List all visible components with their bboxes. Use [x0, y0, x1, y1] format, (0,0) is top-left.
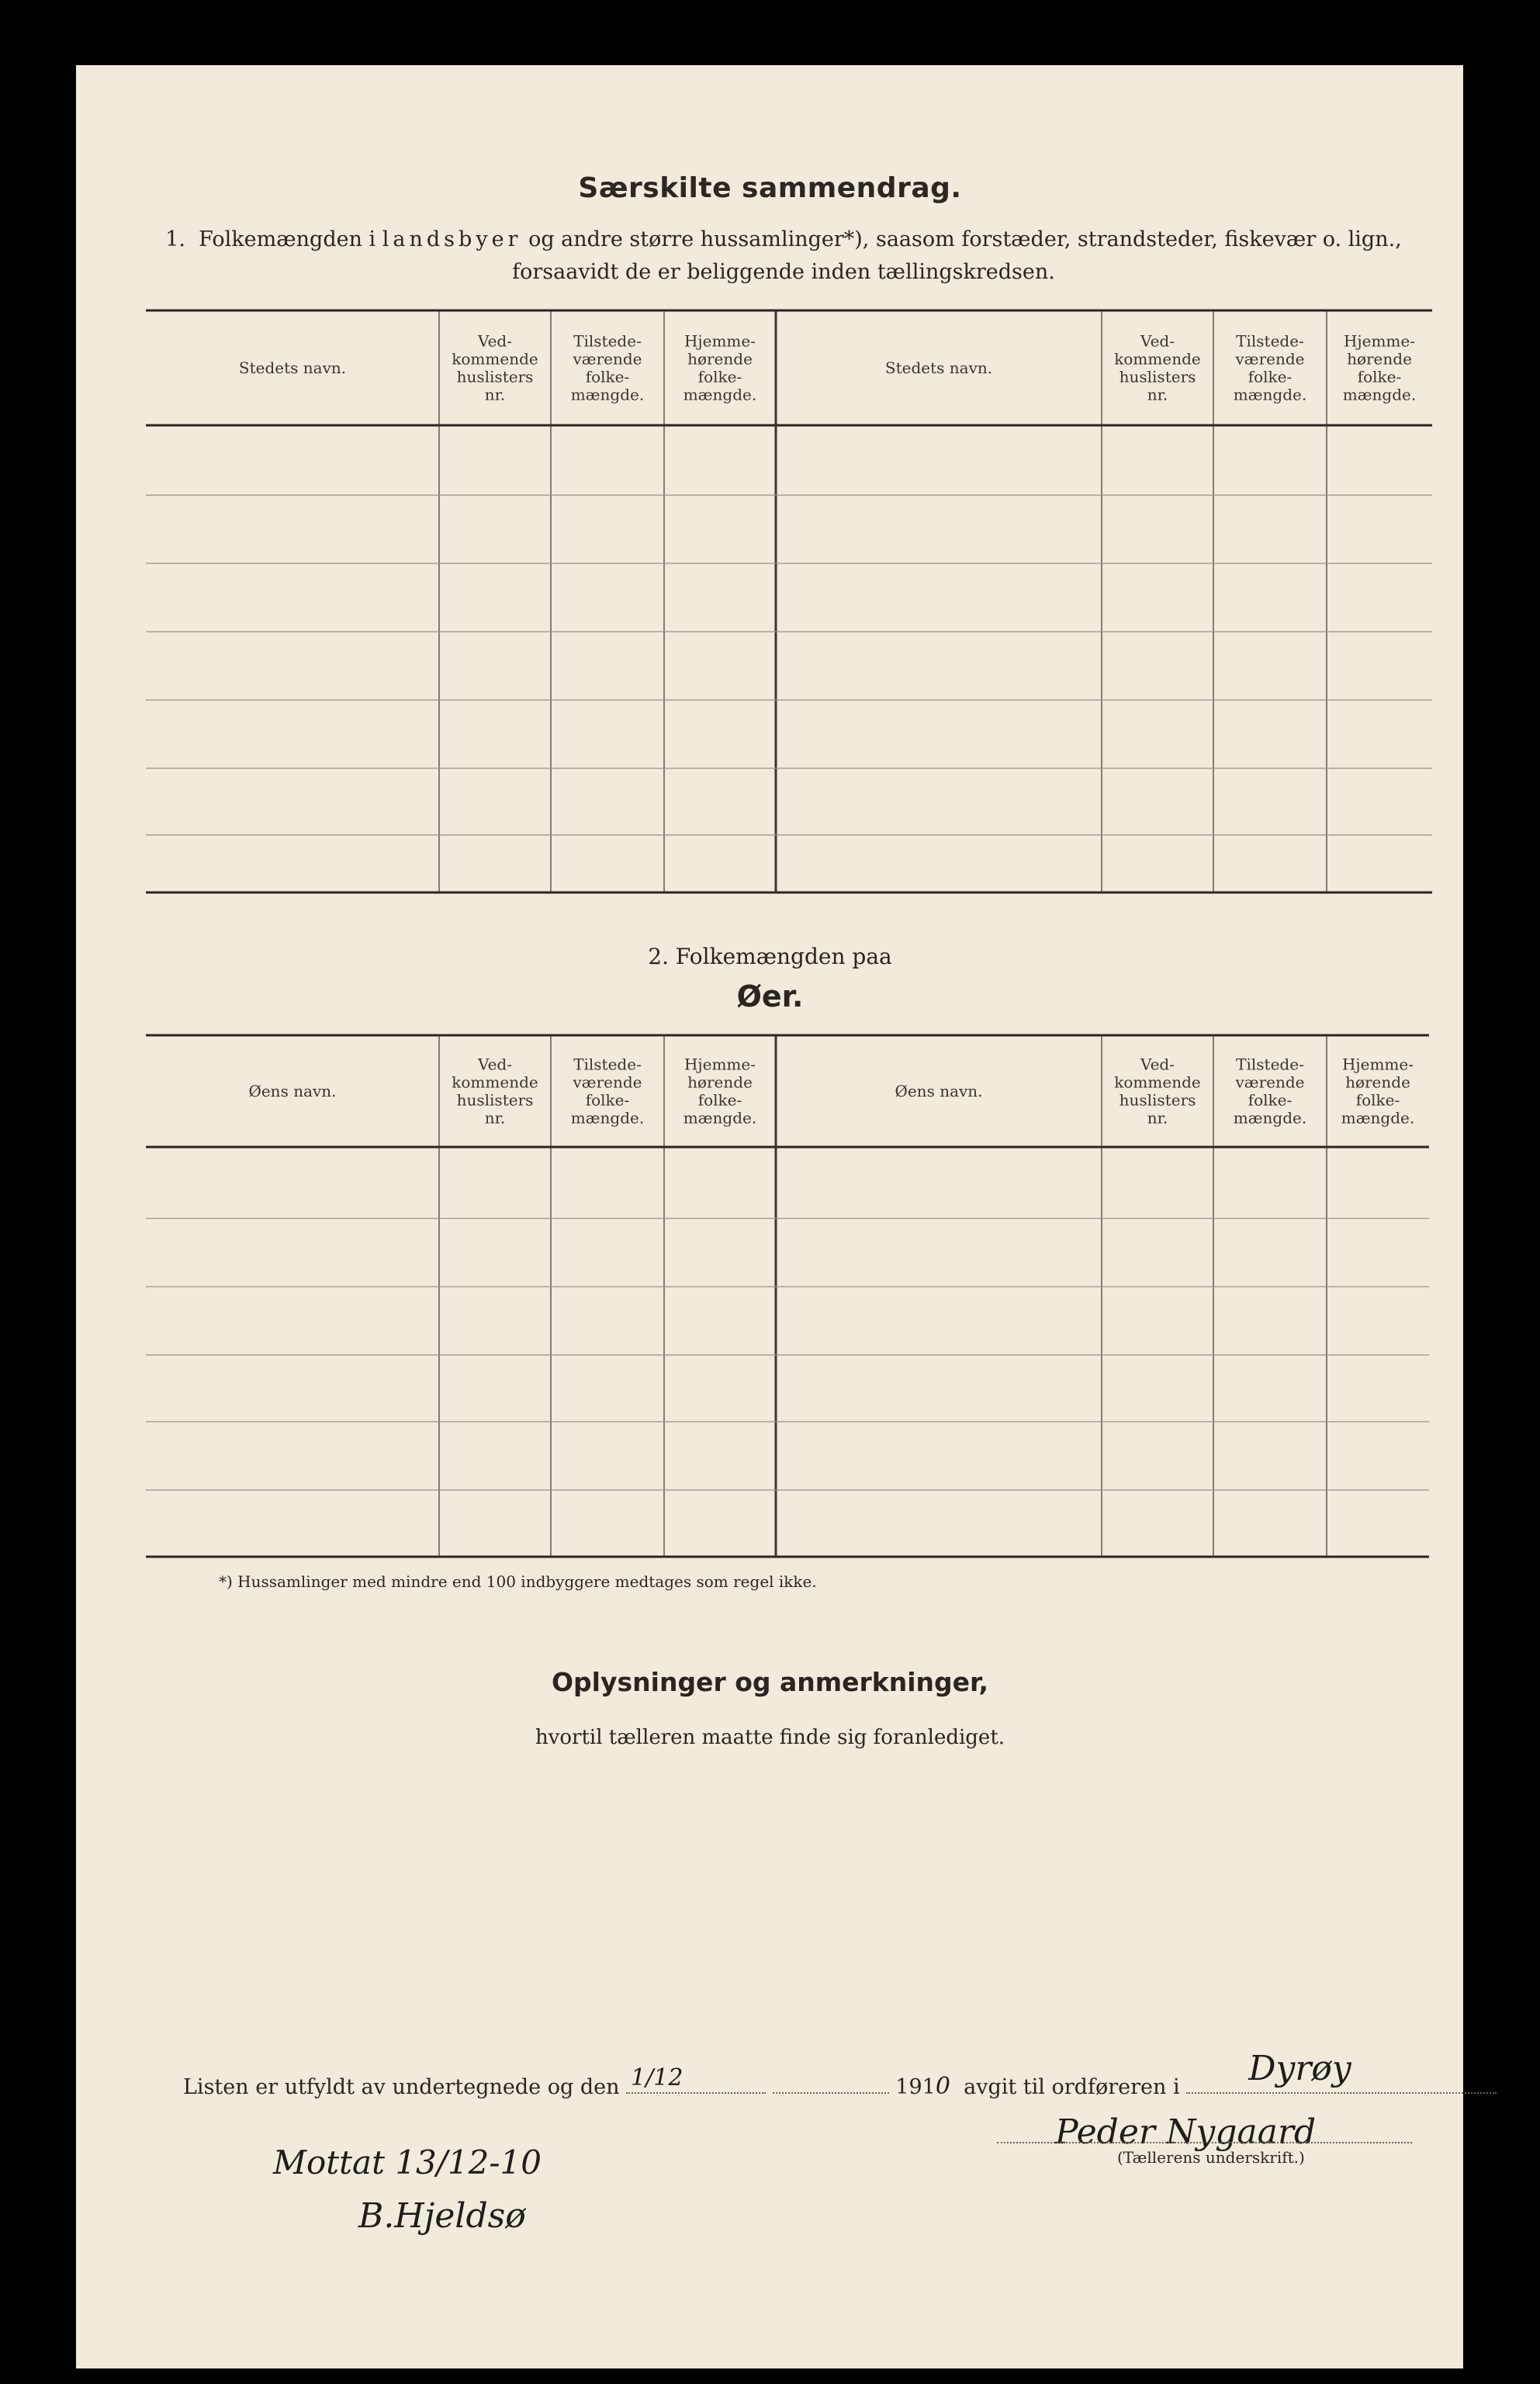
section1-intro-line2: forsaavidt de er beliggende inden tællingskredsen. — [512, 260, 1055, 284]
table1-header-8: Hjemme-hørende folke-mængde. — [1342, 331, 1417, 404]
table2-header-7: Tilstede-værende folke-mængde. — [1233, 1055, 1307, 1128]
table1-header-1: Stedets navn. — [238, 359, 347, 377]
table2-header-3: Tilstede-værende folke-mængde. — [570, 1055, 645, 1128]
table1-header-7: Tilstede-værende folke-mængde. — [1233, 331, 1307, 404]
signature-prefix: Listen er utfyldt av undertegnede og den — [183, 2075, 620, 2099]
table2-header-5: Øens navn. — [895, 1082, 983, 1100]
signature-caption: (Tællerens underskrift.) — [1117, 2148, 1305, 2167]
remarks-title: Oplysninger og anmerkninger, — [552, 1667, 988, 1697]
table1-header-2: Ved-kommende huslisters nr. — [452, 331, 538, 404]
table-landsbyer — [146, 310, 1432, 892]
handwritten-received-note: Mottat 13/12-10 — [273, 2143, 542, 2181]
section1-text-a: Folkemængden i — [199, 227, 376, 251]
table-oer — [146, 1035, 1429, 1557]
section1-number: 1. — [165, 227, 185, 251]
table1-header-4: Hjemme-hørende folke-mængde. — [683, 331, 757, 404]
signature-line — [183, 2049, 1497, 2100]
enumerator-signature: Peder Nygaard — [1055, 2112, 1317, 2152]
year-handwritten: 0 — [935, 2073, 950, 2100]
table1-header-3: Tilstede-værende folke-mængde. — [570, 331, 645, 404]
section1-text-spaced: landsbyer — [382, 227, 522, 251]
table1-header-6: Ved-kommende huslisters nr. — [1114, 331, 1201, 404]
footnote: *) Hussamlinger med mindre end 100 indbyggere medtages som regel ikke. — [219, 1572, 817, 1591]
table1-header-5: Stedets navn. — [884, 359, 993, 377]
date-blank-extension — [773, 2069, 889, 2094]
table2-header-8: Hjemme-hørende folke-mængde. — [1341, 1055, 1415, 1128]
table2-header-2: Ved-kommende huslisters nr. — [452, 1055, 538, 1128]
section2-heading: 2. Folkemængden paa — [648, 944, 892, 969]
table2-header-4: Hjemme-hørende folke-mængde. — [683, 1055, 757, 1128]
municipality-handwritten: Dyrøy — [1248, 2049, 1351, 2088]
year-printed: 191 — [895, 2075, 936, 2099]
remarks-subtitle: hvortil tælleren maatte finde sig foranlediget. — [535, 1726, 1005, 1749]
section2-title: Øer. — [736, 979, 804, 1014]
date-handwritten: 1/12 — [631, 2064, 683, 2091]
form-title: Særskilte sammendrag. — [578, 172, 962, 204]
municipality-field — [1186, 2049, 1497, 2094]
signature-field-line — [997, 2142, 1412, 2143]
table2-header-6: Ved-kommende huslisters nr. — [1114, 1055, 1201, 1128]
date-field — [626, 2064, 766, 2094]
signature-middle: avgit til ordføreren i — [964, 2075, 1180, 2099]
handwritten-initials: B.Hjeldsø — [358, 2196, 526, 2236]
section1-text-b: og andre større hussamlinger*), saasom forstæder, strandsteder, fiskevær o. lign., — [528, 227, 1402, 251]
table2-header-1: Øens navn. — [248, 1082, 337, 1100]
